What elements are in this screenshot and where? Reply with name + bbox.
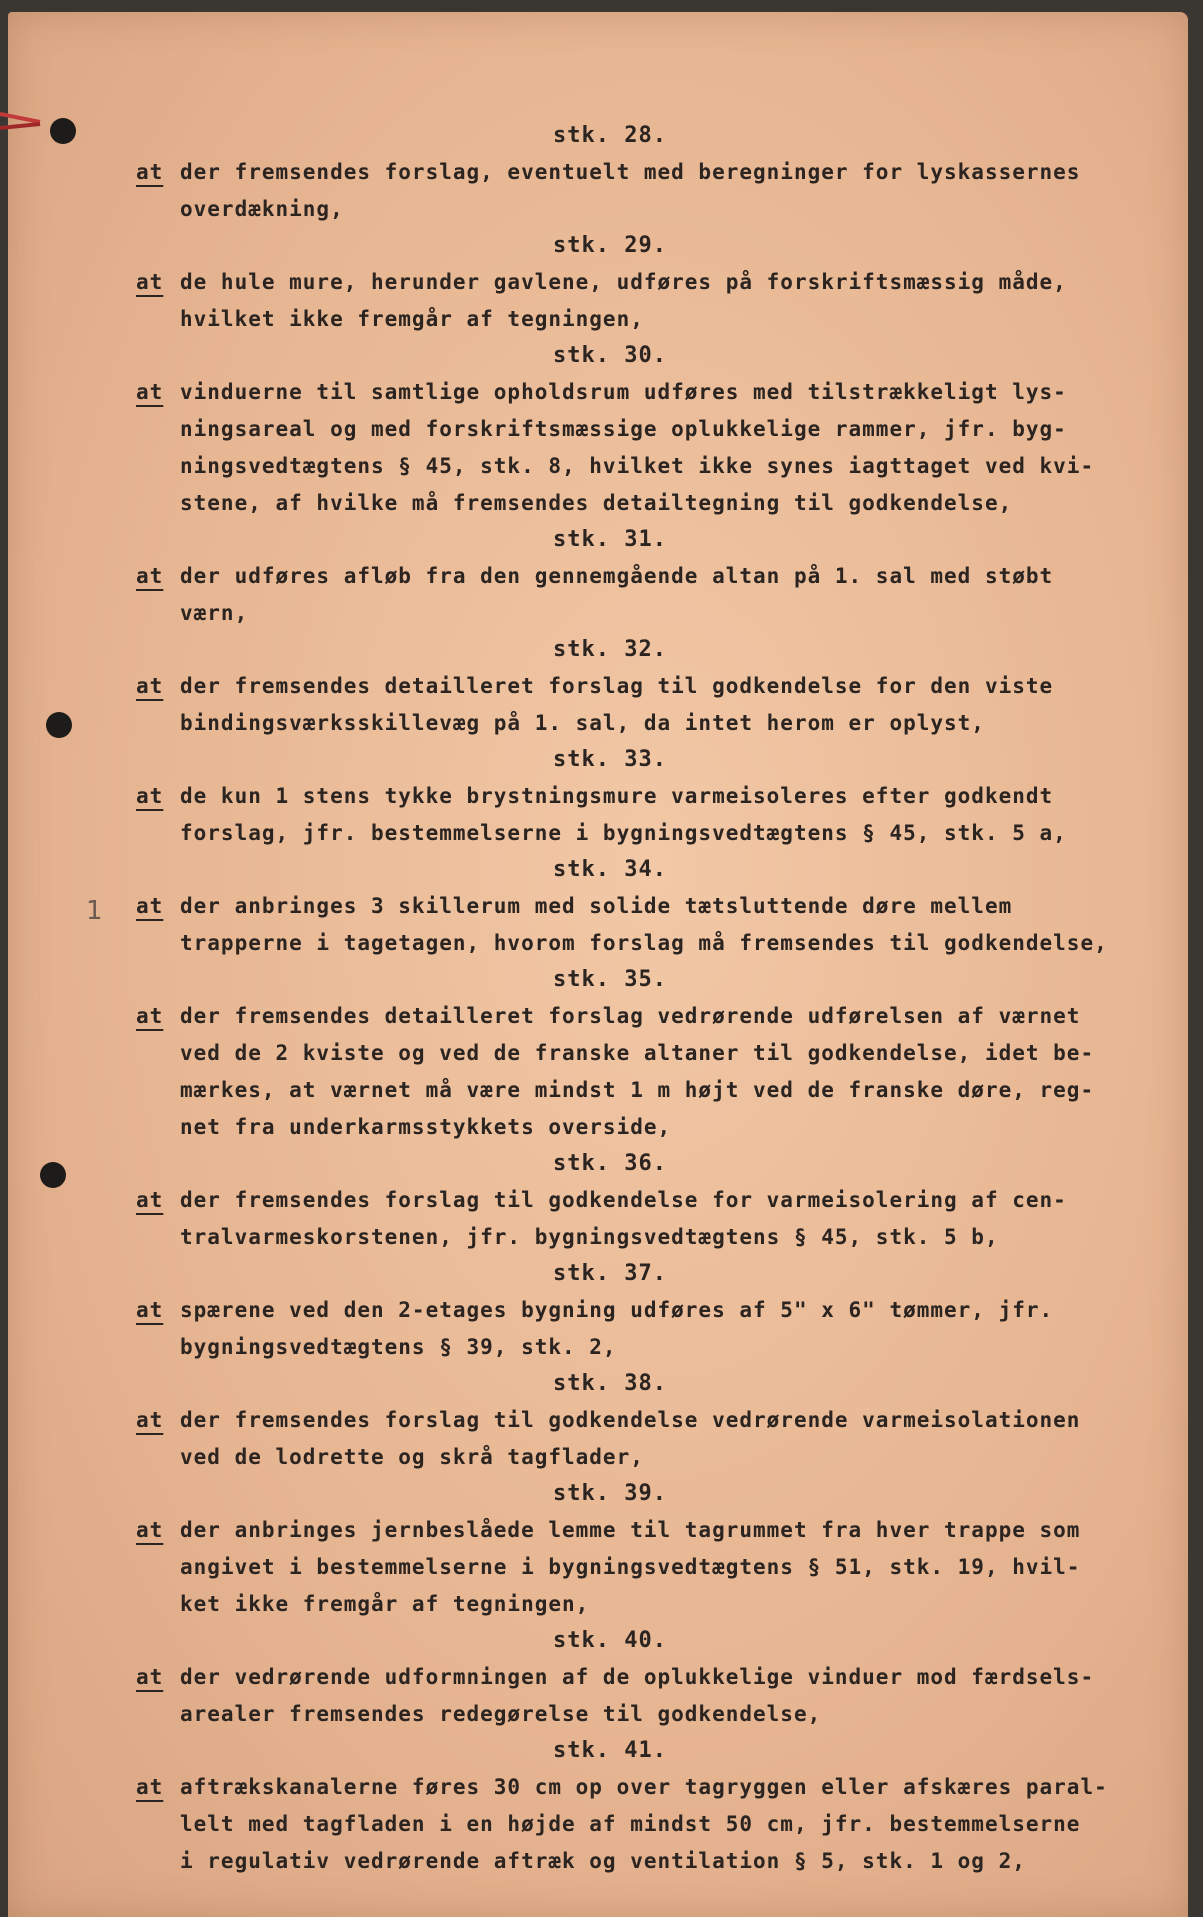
section-number: stk. 35. [553,967,667,992]
provision-text [130,1512,1150,1623]
provision-text [130,1769,1150,1880]
provision-lead-word: at [136,1298,164,1322]
text-line: værn, [180,601,249,625]
provision-lead-word: at [136,160,164,184]
text-line: lelt med tagfladen i en højde af mindst 50 cm, jfr. bestemmelserne [180,1812,1081,1836]
provision-text [130,1182,1150,1256]
section-number: stk. 31. [553,527,667,552]
provision-text [130,1292,1150,1366]
text-line: der fremsendes forslag til godkendelse for varmeisolering af cen- [180,1188,1067,1212]
text-line: der fremsendes detailleret forslag vedrørende udførelsen af værnet [180,1004,1081,1028]
text-line: ningsareal og med forskriftsmæssige oplukkelige rammer, jfr. byg- [180,417,1067,441]
provision-lead-word: at [136,784,164,808]
punch-hole-bottom [40,1162,66,1188]
text-line: vinduerne til samtlige opholdsrum udføres med tilstrækkeligt lys- [180,380,1067,404]
section-number: stk. 29. [553,233,667,258]
text-line: de hule mure, herunder gavlene, udføres på forskriftsmæssig måde, [180,270,1067,294]
provision-item [130,632,1150,742]
provision-text [130,374,1150,522]
section-number: stk. 28. [553,123,667,148]
text-line: mærkes, at værnet må være mindst 1 m højt ved de franske døre, reg- [180,1078,1095,1102]
provision-item [130,1733,1150,1880]
text-line: i regulativ vedrørende aftræk og ventilation § 5, stk. 1 og 2, [180,1849,1026,1873]
provision-text [130,668,1150,742]
section-number: stk. 34. [553,857,667,882]
text-line: der udføres afløb fra den gennemgående altan på 1. sal med støbt [180,564,1054,588]
section-number: stk. 36. [553,1151,667,1176]
section-number: stk. 33. [553,747,667,772]
punch-hole-top [50,118,76,144]
provision-item [130,1366,1150,1476]
provision-item [130,852,1150,962]
punch-hole-middle [46,712,72,738]
provision-item [130,228,1150,338]
provision-text [130,1402,1150,1476]
text-line: ved de lodrette og skrå tagflader, [180,1445,644,1469]
text-line: net fra underkarmsstykkets overside, [180,1115,672,1139]
provision-item [130,338,1150,522]
provision-text [130,154,1150,228]
text-line: overdækning, [180,197,344,221]
text-line: de kun 1 stens tykke brystningsmure varmeisoleres efter godkendt [180,784,1054,808]
text-line: bindingsværksskillevæg på 1. sal, da intet herom er oplyst, [180,711,985,735]
provision-lead-word: at [136,1408,164,1432]
section-number: stk. 40. [553,1628,667,1653]
section-number: stk. 37. [553,1261,667,1286]
text-line: der anbringes 3 skillerum med solide tætsluttende døre mellem [180,894,1013,918]
binding-string-icon [0,108,48,136]
text-line: bygningsvedtægtens § 39, stk. 2, [180,1335,617,1359]
provision-item [130,1623,1150,1733]
provision-text [130,778,1150,852]
provision-lead-word: at [136,1004,164,1028]
provision-item [130,1146,1150,1256]
text-line: hvilket ikke fremgår af tegningen, [180,307,644,331]
text-line: der vedrørende udformningen af de oplukkelige vinduer mod færdsels- [180,1665,1095,1689]
provision-item [130,118,1150,228]
text-line: ningsvedtægtens § 45, stk. 8, hvilket ikke synes iagttaget ved kvi- [180,454,1095,478]
margin-mark: 1 [86,896,103,926]
text-line: aftrækskanalerne føres 30 cm op over tagryggen eller afskæres paral- [180,1775,1108,1799]
text-line: angivet i bestemmelserne i bygningsvedtægtens § 51, stk. 19, hvil- [180,1555,1081,1579]
text-line: arealer fremsendes redegørelse til godkendelse, [180,1702,822,1726]
provision-text [130,998,1150,1146]
text-line: tralvarmeskorstenen, jfr. bygningsvedtægtens § 45, stk. 5 b, [180,1225,999,1249]
provision-item [130,742,1150,852]
text-line: trapperne i tagetagen, hvorom forslag må fremsendes til godkendelse, [180,931,1108,955]
section-number: stk. 41. [553,1738,667,1763]
text-line: der fremsendes forslag, eventuelt med beregninger for lyskassernes [180,160,1081,184]
text-line: ved de 2 kviste og ved de franske altaner til godkendelse, idet be- [180,1041,1095,1065]
text-line: der fremsendes forslag til godkendelse vedrørende varmeisolationen [180,1408,1081,1432]
provision-lead-word: at [136,270,164,294]
provision-text [130,264,1150,338]
provision-lead-word: at [136,1188,164,1212]
provision-item [130,1476,1150,1623]
provision-text [130,1659,1150,1733]
provision-item [130,522,1150,632]
text-line: forslag, jfr. bestemmelserne i bygningsvedtægtens § 45, stk. 5 a, [180,821,1067,845]
text-line: stene, af hvilke må fremsendes detailtegning til godkendelse, [180,491,1013,515]
section-number: stk. 30. [553,343,667,368]
provision-lead-word: at [136,674,164,698]
provision-lead-word: at [136,894,164,918]
provision-lead-word: at [136,380,164,404]
provision-lead-word: at [136,1518,164,1542]
section-number: stk. 39. [553,1481,667,1506]
provision-lead-word: at [136,1775,164,1799]
provision-text [130,888,1150,962]
provision-text [130,558,1150,632]
text-line: spærene ved den 2-etages bygning udføres af 5" x 6" tømmer, jfr. [180,1298,1054,1322]
text-line: der fremsendes detailleret forslag til godkendelse for den viste [180,674,1054,698]
section-number: stk. 32. [553,637,667,662]
provision-item [130,962,1150,1146]
text-line: ket ikke fremgår af tegningen, [180,1592,590,1616]
text-line: der anbringes jernbeslåede lemme til tagrummet fra hver trappe som [180,1518,1081,1542]
provision-lead-word: at [136,1665,164,1689]
section-number: stk. 38. [553,1371,667,1396]
provision-list [130,118,1150,1880]
provision-lead-word: at [136,564,164,588]
provision-item [130,1256,1150,1366]
